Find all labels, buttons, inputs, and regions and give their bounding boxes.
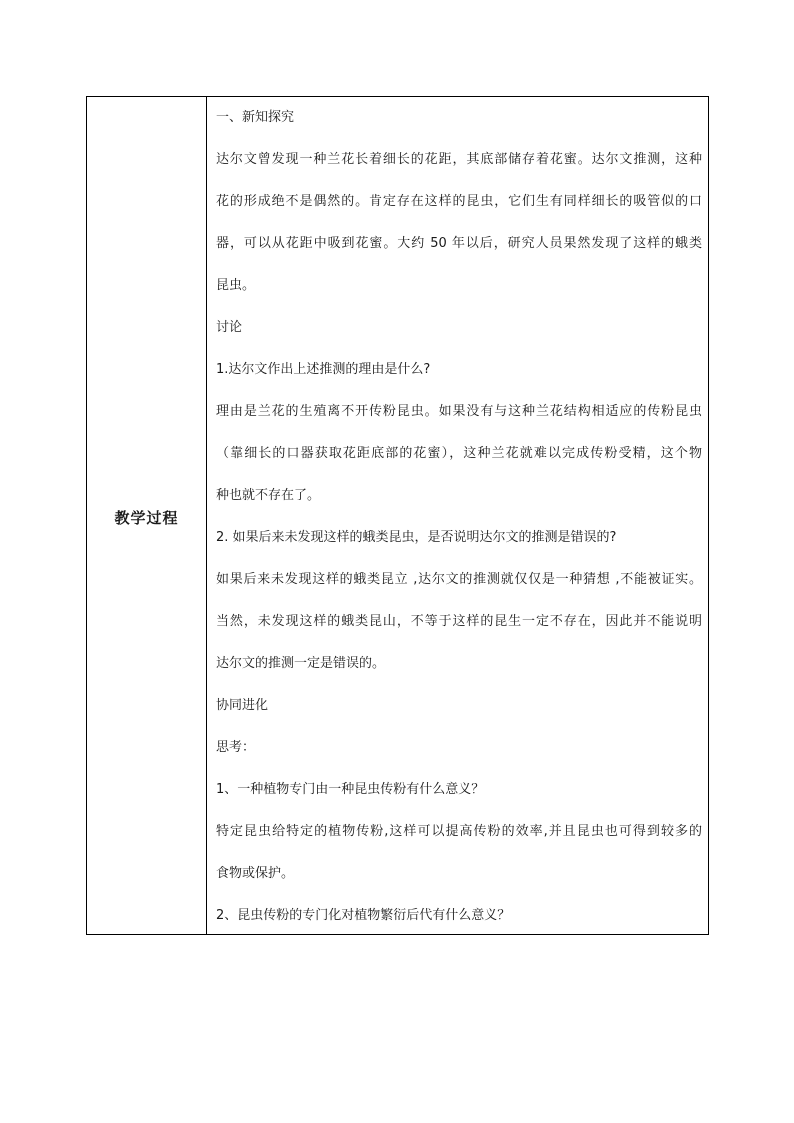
heading-coevolution: 协同进化 [216,698,269,713]
question-line: 2. 如果后来未发现这样的蛾类昆虫，是否说明达尔文的推测是错误的? [216,530,617,545]
question-line: 2、昆虫传粉的专门化对植物繁衍后代有什么意义？ [216,908,511,923]
answer-line: 理由是兰花的生殖离不开传粉昆虫。如果没有与这种兰花结构相适应的传粉昆虫 [216,404,702,419]
paragraph-line: 器，可以从花距中吸到花蜜。大约 50 年以后，研究人员果然发现了这样的蛾类 [216,236,702,251]
heading-discussion: 讨论 [216,320,243,335]
paragraph-line: 花的形成绝不是偶然的。肯定存在这样的昆虫，它们生有同样细长的吸管似的口 [216,194,702,209]
heading-thinking: 思考： [216,740,256,755]
question-line: 1.达尔文作出上述推测的理由是什么? [216,362,431,377]
answer-line: 种也就不存在了。 [216,488,321,503]
answer-line: 特定昆虫给特定的植物传粉,这样可以提高传粉的效率,并且昆虫也可得到较多的 [216,824,702,839]
answer-line: 如果后来未发现这样的蛾类昆立 ,达尔文的推测就仅仅是一种猜想 ,不能被证实。 [216,572,702,587]
answer-line: （靠细长的口器获取花距底部的花蜜），这种兰花就难以完成传粉受精，这个物 [216,446,702,461]
answer-line: 达尔文的推测一定是错误的。 [216,656,386,671]
answer-line: 当然，未发现这样的蛾类昆山，不等于这样的昆生一定不存在，因此并不能说明 [216,614,702,629]
lesson-table [86,96,709,935]
section-label: 教学过程 [114,509,179,527]
heading-new-knowledge: 一、新知探究 [216,110,295,125]
answer-line: 食物或保护。 [216,866,295,881]
table-content-cell [207,97,708,934]
paragraph-line: 昆虫。 [216,278,256,293]
question-line: 1、一种植物专门由一种昆虫传粉有什么意义？ [216,782,485,797]
paragraph-line: 达尔文曾发现一种兰花长着细长的花距，其底部储存着花蜜。达尔文推测，这种 [216,152,702,167]
table-label-cell [87,97,207,934]
